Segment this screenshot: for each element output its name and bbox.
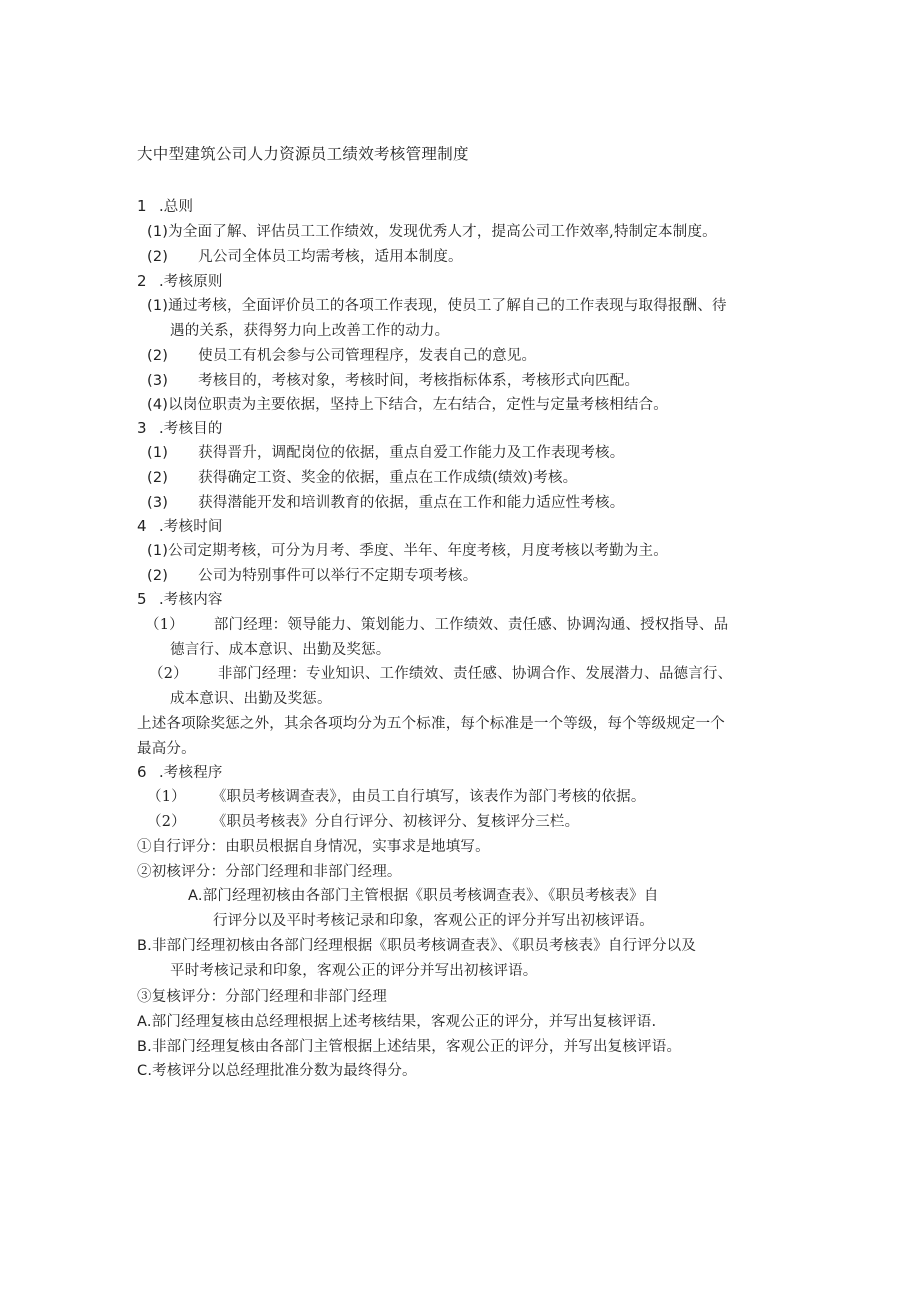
item-label: （1） [145,617,184,633]
item-label: B. [137,1039,152,1055]
sub-item [188,886,659,906]
list-item [147,371,639,391]
list-item [147,541,668,561]
list-item-continuation: 遇的关系，获得努力向上改善工作的动力。 [170,323,450,339]
list-item-continuation: 成本意识、出勤及奖惩。 [170,691,332,707]
item-text: 非部门经理初核由各部门经理根据《职员考核调查表》、《职员考核表》自行评分以及 [151,938,697,954]
item-label: C. [137,1063,153,1079]
item-text: 部门经理：领导能力、策划能力、工作绩效、责任感、协调沟通、授权指导、品 [213,617,729,633]
item-text: 获得确定工资、奖金的依据，重点在工作成绩(绩效)考核。 [198,470,578,486]
section-2-heading [137,271,223,292]
list-item [147,346,536,366]
paragraph: ③复核评分：分部门经理和非部门经理 [137,989,387,1005]
item-label: (3) [147,373,169,389]
list-item [147,468,577,488]
item-text: 凡公司全体员工均需考核，适用本制度。 [198,249,463,265]
item-label: A. [137,1014,152,1030]
section-title: .考核目的 [159,421,223,437]
section-title: .总则 [159,199,194,215]
list-item [147,247,463,267]
list-item-continuation: 德言行、成本意识、出勤及奖惩。 [170,642,391,658]
list-item [147,395,668,415]
document-title: 大中型建筑公司人力资源员工绩效考核管理制度 [137,145,469,163]
section-title: .考核内容 [159,592,223,608]
item-label: （2） [147,814,186,830]
item-text: 公司为特别事件可以举行不定期专项考核。 [198,568,478,584]
item-label: (1) [147,224,169,240]
section-number: 2 [137,272,147,290]
item-label: (2) [147,470,169,486]
item-text: 使员工有机会参与公司管理程序，发表自己的意见。 [198,348,537,364]
item-text: 公司定期考核，可分为月考、季度、半年、年度考核，月度考核以考勤为主。 [168,543,668,559]
item-text: 考核评分以总经理批准分数为最终得分。 [152,1063,417,1079]
item-text: 部门经理复核由总经理根据上述考核结果，客观公正的评分，并写出复核评语. [151,1014,657,1030]
item-text: 通过考核，全面评价员工的各项工作表现，使员工了解自己的工作表现与取得报酬、待 [168,298,727,314]
item-text: 获得晋升，调配岗位的依据，重点自爱工作能力及工作表现考核。 [198,445,625,461]
section-6-heading [137,762,223,783]
list-item [147,566,477,586]
item-label: （1） [147,789,186,805]
item-text: 为全面了解、评估员工工作绩效，发现优秀人才，提高公司工作效率,特制定本制度。 [168,224,717,240]
sub-item [137,936,696,956]
item-label: （2） [149,666,188,682]
section-5-heading [137,589,223,610]
list-item [147,812,579,832]
paragraph: ②初核评分：分部门经理和非部门经理。 [137,864,402,880]
item-text: 考核目的，考核对象，考核时间，考核指标体系，考核形式向匹配。 [198,373,640,389]
item-text: 获得潜能开发和培训教育的依据，重点在工作和能力适应性考核。 [198,495,625,511]
item-text: 非部门经理：专业知识、工作绩效、责任感、协调合作、发展潜力、品德言行、 [217,666,733,682]
list-item [149,664,732,684]
list-item [147,296,727,316]
list-item [147,787,646,807]
section-number: 3 [137,419,147,437]
item-label: (4) [147,397,169,413]
item-label: (1) [147,543,169,559]
sub-item [137,1061,417,1081]
list-item-continuation: 行评分以及平时考核记录和印象，客观公正的评分并写出初核评语。 [213,913,654,929]
item-label: (1) [147,298,169,314]
list-item [147,493,624,513]
list-item [147,443,624,463]
paragraph: 上述各项除奖惩之外，其余各项均分为五个标准，每个标准是一个等级，每个等级规定一个 [137,716,725,732]
sub-item [137,1037,681,1057]
item-label: (2) [147,348,169,364]
section-title: .考核程序 [159,765,223,781]
item-text: 《职员考核表》分自行评分、初核评分、复核评分三栏。 [211,814,580,830]
item-label: B. [137,938,152,954]
section-1-heading [137,196,193,217]
item-text: 《职员考核调查表》，由员工自行填写，该表作为部门考核的依据。 [211,789,646,805]
section-number: 1 [137,197,147,215]
item-label: A. [188,888,203,904]
item-text: 以岗位职责为主要依据，坚持上下结合，左右结合，定性与定量考核相结合。 [168,397,668,413]
list-item-continuation: 平时考核记录和印象，客观公正的评分并写出初核评语。 [170,963,538,979]
item-label: (2) [147,249,169,265]
list-item [145,615,728,635]
item-label: (2) [147,568,169,584]
section-title: .考核原则 [159,274,223,290]
paragraph: 最高分。 [137,741,196,757]
section-4-heading [137,516,223,537]
section-3-heading [137,418,223,439]
item-label: (3) [147,495,169,511]
item-text: 非部门经理复核由各部门主管根据上述结果，客观公正的评分，并写出复核评语。 [151,1039,682,1055]
list-item [147,222,717,242]
item-label: (1) [147,445,169,461]
section-title: .考核时间 [159,519,223,535]
paragraph: ①自行评分：由职员根据自身情况，实事求是地填写。 [137,839,490,855]
item-text: 部门经理初核由各部门主管根据《职员考核调查表》、《职员考核表》自 [202,888,659,904]
sub-item [137,1012,656,1032]
section-number: 4 [137,517,147,535]
section-number: 5 [137,590,147,608]
section-number: 6 [137,763,147,781]
